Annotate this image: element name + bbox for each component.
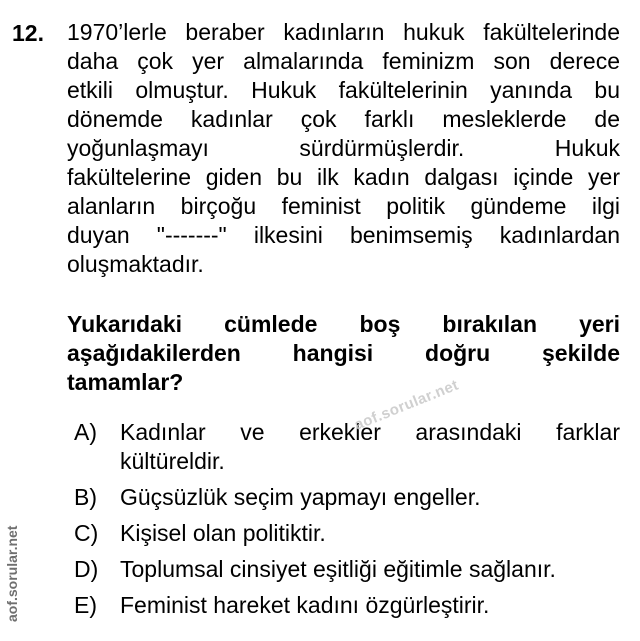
prompt-line: Yukarıdaki cümlede boş bırakılan yeri [67, 311, 620, 337]
option-e[interactable] [74, 591, 620, 620]
option-text [120, 519, 620, 548]
option-letter: A) [74, 419, 97, 445]
option-text-line: Kişisel olan politiktir. [120, 520, 326, 546]
watermark-diagonal: aof.sorular.net [352, 376, 462, 434]
option-text [120, 555, 620, 584]
stem-line: oluşmaktadır. [67, 251, 204, 277]
option-text [120, 483, 620, 512]
option-c[interactable] [74, 519, 620, 548]
stem-line: fakültelerine giden bu ilk kadın dalgası içinde yer [67, 164, 620, 190]
option-letter: E) [74, 592, 97, 618]
stem-line: 1970’lerle beraber kadınların hukuk fakültelerinde [67, 19, 620, 45]
stem-line: duyan "-------" ilkesini benimsemiş kadınlardan [67, 222, 620, 248]
option-text-line: Feminist hareket kadını özgürleştirir. [120, 592, 490, 618]
option-letter: C) [74, 520, 99, 546]
option-letter: D) [74, 556, 99, 582]
answer-options [74, 418, 620, 627]
option-d[interactable] [74, 555, 620, 584]
option-text-line: Toplumsal cinsiyet eşitliği eğitimle sağlanır. [120, 556, 556, 582]
question-prompt [67, 310, 620, 397]
option-b[interactable] [74, 483, 620, 512]
stem-line: etkili olmuştur. Hukuk fakültelerinin yanında bu [67, 77, 620, 103]
option-letter: B) [74, 484, 97, 510]
stem-line: dönemde kadınlar çok farklı mesleklerde de [67, 106, 620, 132]
watermark-side: aof.sorular.net [4, 525, 20, 622]
prompt-line: aşağıdakilerden hangisi doğru şekilde [67, 340, 620, 366]
option-a[interactable] [74, 418, 620, 476]
question-stem [67, 18, 620, 279]
option-text-line: Kadınlar ve erkekler arasındaki farklar [120, 419, 620, 445]
stem-line: yoğunlaşmayı sürdürmüşlerdir. Hukuk [67, 135, 620, 161]
option-text-line: Güçsüzlük seçim yapmayı engeller. [120, 484, 481, 510]
stem-line: alanların birçoğu feminist politik gündeme ilgi [67, 193, 620, 219]
question-number: 12. [12, 20, 44, 46]
option-text-line: kültüreldir. [120, 448, 225, 474]
option-text [120, 591, 620, 620]
prompt-line: tamamlar? [67, 369, 184, 395]
stem-line: daha çok yer almalarında feminizm son derece [67, 48, 620, 74]
